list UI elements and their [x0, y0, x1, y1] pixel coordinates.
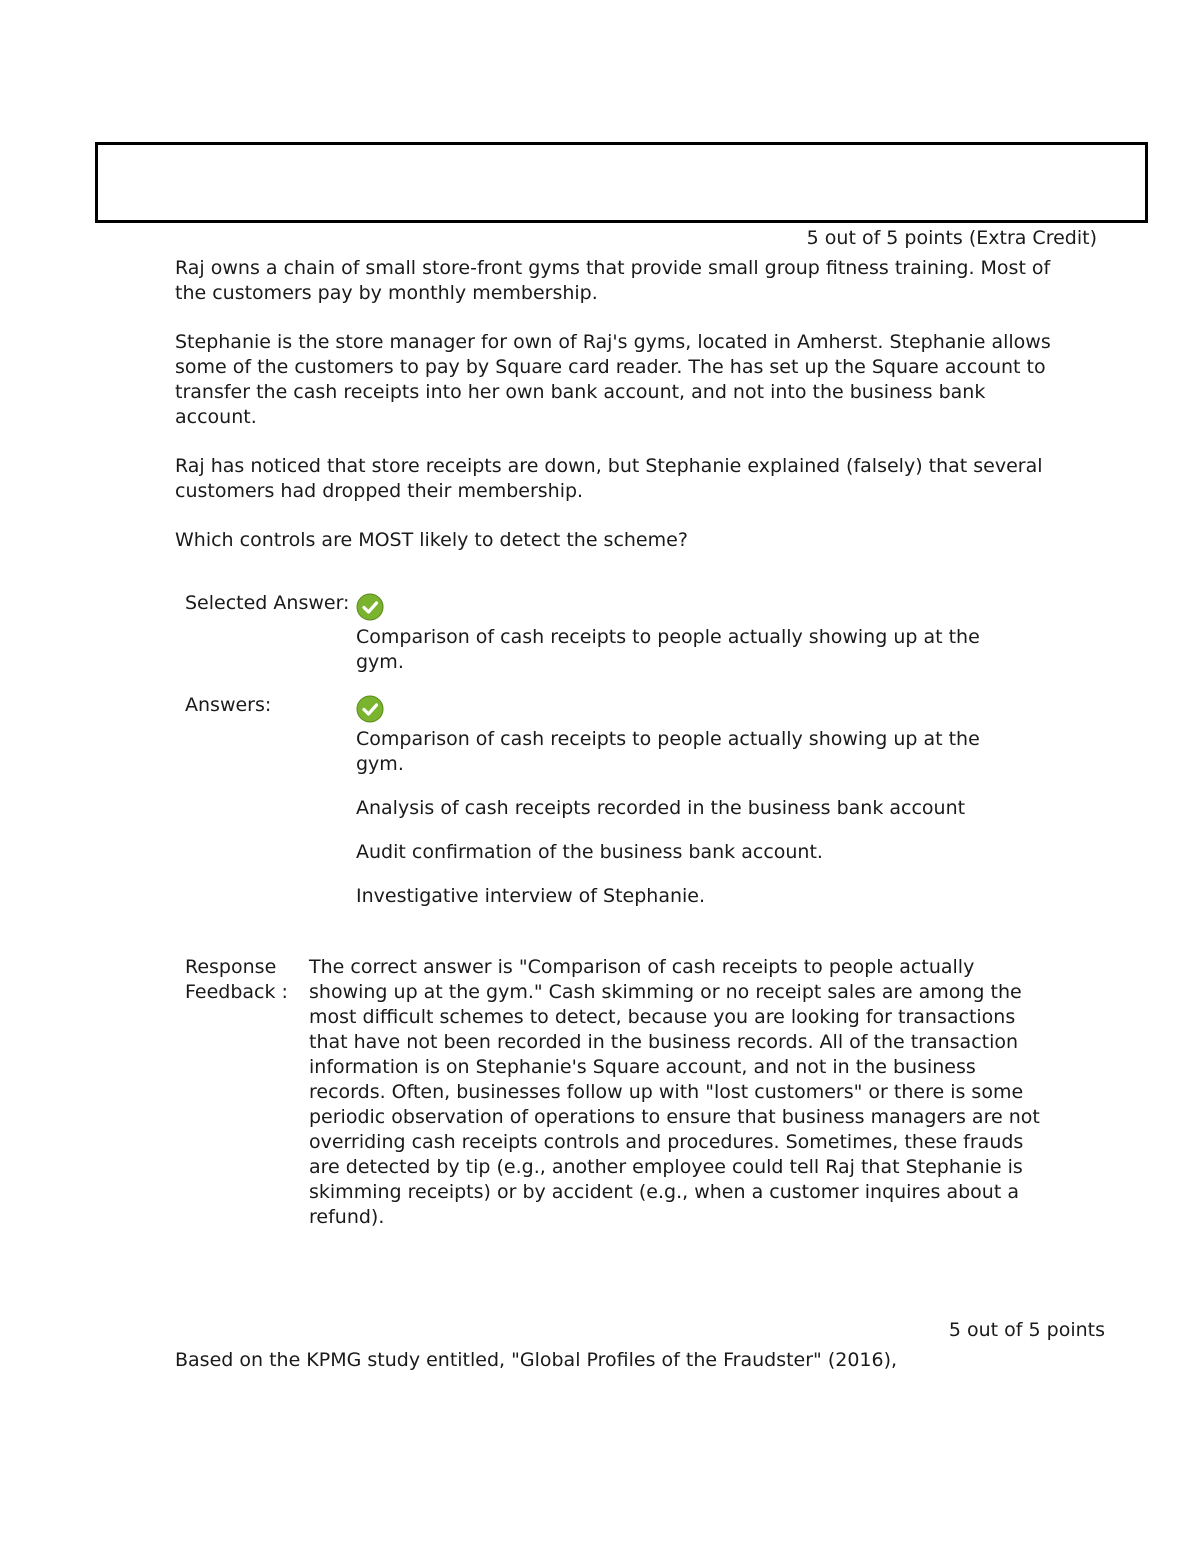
selected-answer-label: Selected Answer: [185, 592, 350, 614]
next-question-text: Based on the KPMG study entitled, "Global Profiles of the Fraudster" (2016), [175, 1349, 898, 1371]
selected-answer-text: Comparison of cash receipts to people actually showing up at the gym. [356, 626, 980, 673]
response-feedback-label: Response Feedback : [185, 956, 288, 1003]
question-text [175, 256, 1055, 577]
points-score: 5 out of 5 points (Extra Credit) [806, 227, 1097, 249]
selected-answer-row [185, 591, 1055, 693]
answers-label: Answers: [185, 694, 272, 716]
header-box [95, 142, 1148, 223]
check-circle-icon [356, 695, 384, 723]
question-paragraph: Raj owns a chain of small store-front gyms that provide small group fitness training. Most of the customers pay by monthly membership. [175, 257, 1051, 304]
points-score: 5 out of 5 points [948, 1319, 1105, 1341]
answer-option-correct: Comparison of cash receipts to people actually showing up at the gym. [356, 728, 980, 775]
response-feedback-row [185, 955, 1055, 1230]
question-paragraph: Stephanie is the store manager for own of Raj's gyms, located in Amherst. Stephanie allows some of the customers to pay by Square card reader. The has set up the Square account to transfer the cash receipts into her own bank account, and not into the business bank account. [175, 331, 1051, 428]
check-circle-icon [356, 593, 384, 621]
answers-row [185, 693, 1055, 955]
response-feedback-text: The correct answer is "Comparison of cash receipts to people actually showing up at the gym." Cash skimming or no receipt sales are among the most difficult schemes to detect, because you are looking for transactions that have not been recorded in the business records. All of the transaction information is on Stephanie's Square account, and not in the business records. Often, businesses follow up with "lost customers" or there is some periodic observation of operations to ensure that business managers are not overriding cash receipts controls and procedures. Sometimes, these frauds are detected by tip (e.g., another employee could tell Raj that Stephanie is skimming receipts) or by accident (e.g., when a customer inquires about a refund). [309, 956, 1040, 1228]
answer-option: Analysis of cash receipts recorded in the business bank account [356, 797, 966, 819]
answer-details [185, 591, 1055, 1230]
question-paragraph: Raj has noticed that store receipts are down, but Stephanie explained (falsely) that several customers had dropped their membership. [175, 455, 1043, 502]
question-prompt: Which controls are MOST likely to detect the scheme? [175, 529, 688, 551]
answer-option: Audit confirmation of the business bank account. [356, 841, 823, 863]
answer-option: Investigative interview of Stephanie. [356, 885, 706, 907]
